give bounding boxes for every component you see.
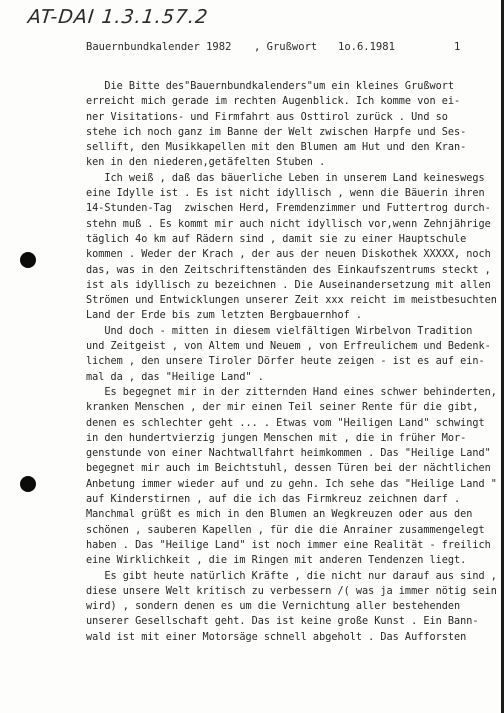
header-title: Bauernbundkalender 1982 (86, 41, 232, 53)
text-line: ner Visitations- und Firmfahrt aus Osttirol zurück . Und so (86, 111, 448, 123)
text-line: diese unsere Welt kritisch zu verbessern /( was ja immer nötig sein (86, 585, 497, 597)
text-line: Ich weiß , daß das bäuerliche Leben in unserem Land keineswegs (86, 172, 485, 184)
punch-hole-upper (20, 252, 36, 268)
text-line: ken in den niederen,getäfelten Stuben . (86, 157, 326, 169)
text-line: kommen . Weder der Krach , der aus der neuen Diskothek XXXXX, noch (86, 249, 491, 261)
text-line: ist als idyllisch zu bezeichnen . Die Auseinandersetzung mit allen (86, 279, 491, 291)
text-line: haben . Das "Heilige Land" ist noch immer eine Realität - freilich (86, 539, 491, 551)
header-date: 1o.6.1981 (338, 41, 395, 53)
text-line: Land der Erde bis zum letzten Bergbauernhof . (86, 310, 363, 322)
text-line: Es gibt heute natürlich Kräfte , die nicht nur darauf aus sind , (86, 570, 497, 582)
text-line: Es begegnet mir in der zitternden Hand eines schwer behinderten, (86, 386, 497, 398)
text-line: in den hundertvierzig jungen Menschen mit , die in früher Mor- (86, 432, 467, 444)
text-line: Strömen und Entwicklungen unserer Zeit xxx reicht im meistbesuchten (86, 295, 497, 307)
text-line: mal da , das "Heilige Land" . (86, 371, 264, 383)
text-line: stehn muß . Es kommt mir auch nicht idyllisch vor,wenn Zehnjährige (86, 218, 491, 230)
text-line: wald ist mit einer Motorsäge schnell abgeholt . Das Aufforsten (86, 631, 467, 643)
archive-signature: AT-DAI 1.3.1.57.2 (26, 6, 210, 28)
text-line: das, was in den Zeitschriftenständen des Einkaufszentrums steckt , (86, 264, 491, 276)
text-line: auf Kinderstirnen , auf die ich das Firmkreuz zeichnen darf . (86, 494, 461, 506)
text-line: kranken Menschen , der mir einen Teil seiner Rente für die gibt, (86, 402, 479, 414)
text-line: sellift, den Musikkapellen mit den Blumen am Hut und den Kran- (86, 142, 467, 154)
text-line: Anbetung immer wieder auf und zu gehn. Ich sehe das "Heilige Land " (86, 478, 497, 490)
text-line: begegnet mir auch im Beichtstuhl, dessen Türen bei der nächtlichen (86, 463, 491, 475)
punch-hole-lower (20, 476, 36, 492)
text-line: erreicht mich gerade im rechten Augenblick. Ich komme von ei- (86, 96, 461, 108)
text-line: denen es schlechter geht ... . Etwas vom "Heiligen Land" schwingt (86, 417, 485, 429)
text-line: und Zeitgeist , von Altem und Neuem , von Erfreulichem und Bedenk- (86, 341, 491, 353)
text-line: Manchmal grüßt es mich in den Blumen an Wegkreuzen oder aus den (86, 509, 473, 521)
text-line: 14-Stunden-Tag zwischen Herd, Fremdenzimmer und Futtertrog durch- (86, 203, 491, 215)
text-line: Die Bitte des"Bauernbundkalenders"um ein kleines Grußwort (86, 81, 455, 92)
text-line: lichem , den unsere Tiroler Dörfer heute zeigen - ist es auf ein- (86, 356, 485, 368)
text-line: eine Idylle ist . Es ist nicht idyllisch , wenn die Bäuerin ihren (86, 188, 485, 200)
text-line: täglich 4o km auf Rädern sind , damit sie zu einer Hauptschule (86, 233, 467, 245)
header-subtitle: , Grußwort (254, 41, 318, 53)
text-line: stehe ich noch ganz im Banne der Welt zwischen Harpfe und Ses- (86, 126, 467, 138)
text-line: Und doch - mitten in diesem vielfältigen Wirbelvon Tradition (86, 325, 473, 337)
page-number: 1 (454, 41, 461, 53)
text-line: wird) , sondern denen es um die Vernichtung aller bestehenden (86, 601, 461, 613)
text-line: eine Wirklichkeit , die im Ringen mit anderen Tendenzen liegt. (86, 555, 467, 567)
text-line: genstunde von einer Nachtwallfahrt heimkommen . Das "Heilige Land" (86, 448, 491, 460)
text-line: unserer Gesellschaft geht. Das ist keine große Kunst . Ein Bann- (86, 616, 479, 628)
letter-body (86, 79, 496, 645)
text-line: schönen , sauberen Kapellen , für die die Anrainer zusammengelegt (86, 524, 485, 536)
